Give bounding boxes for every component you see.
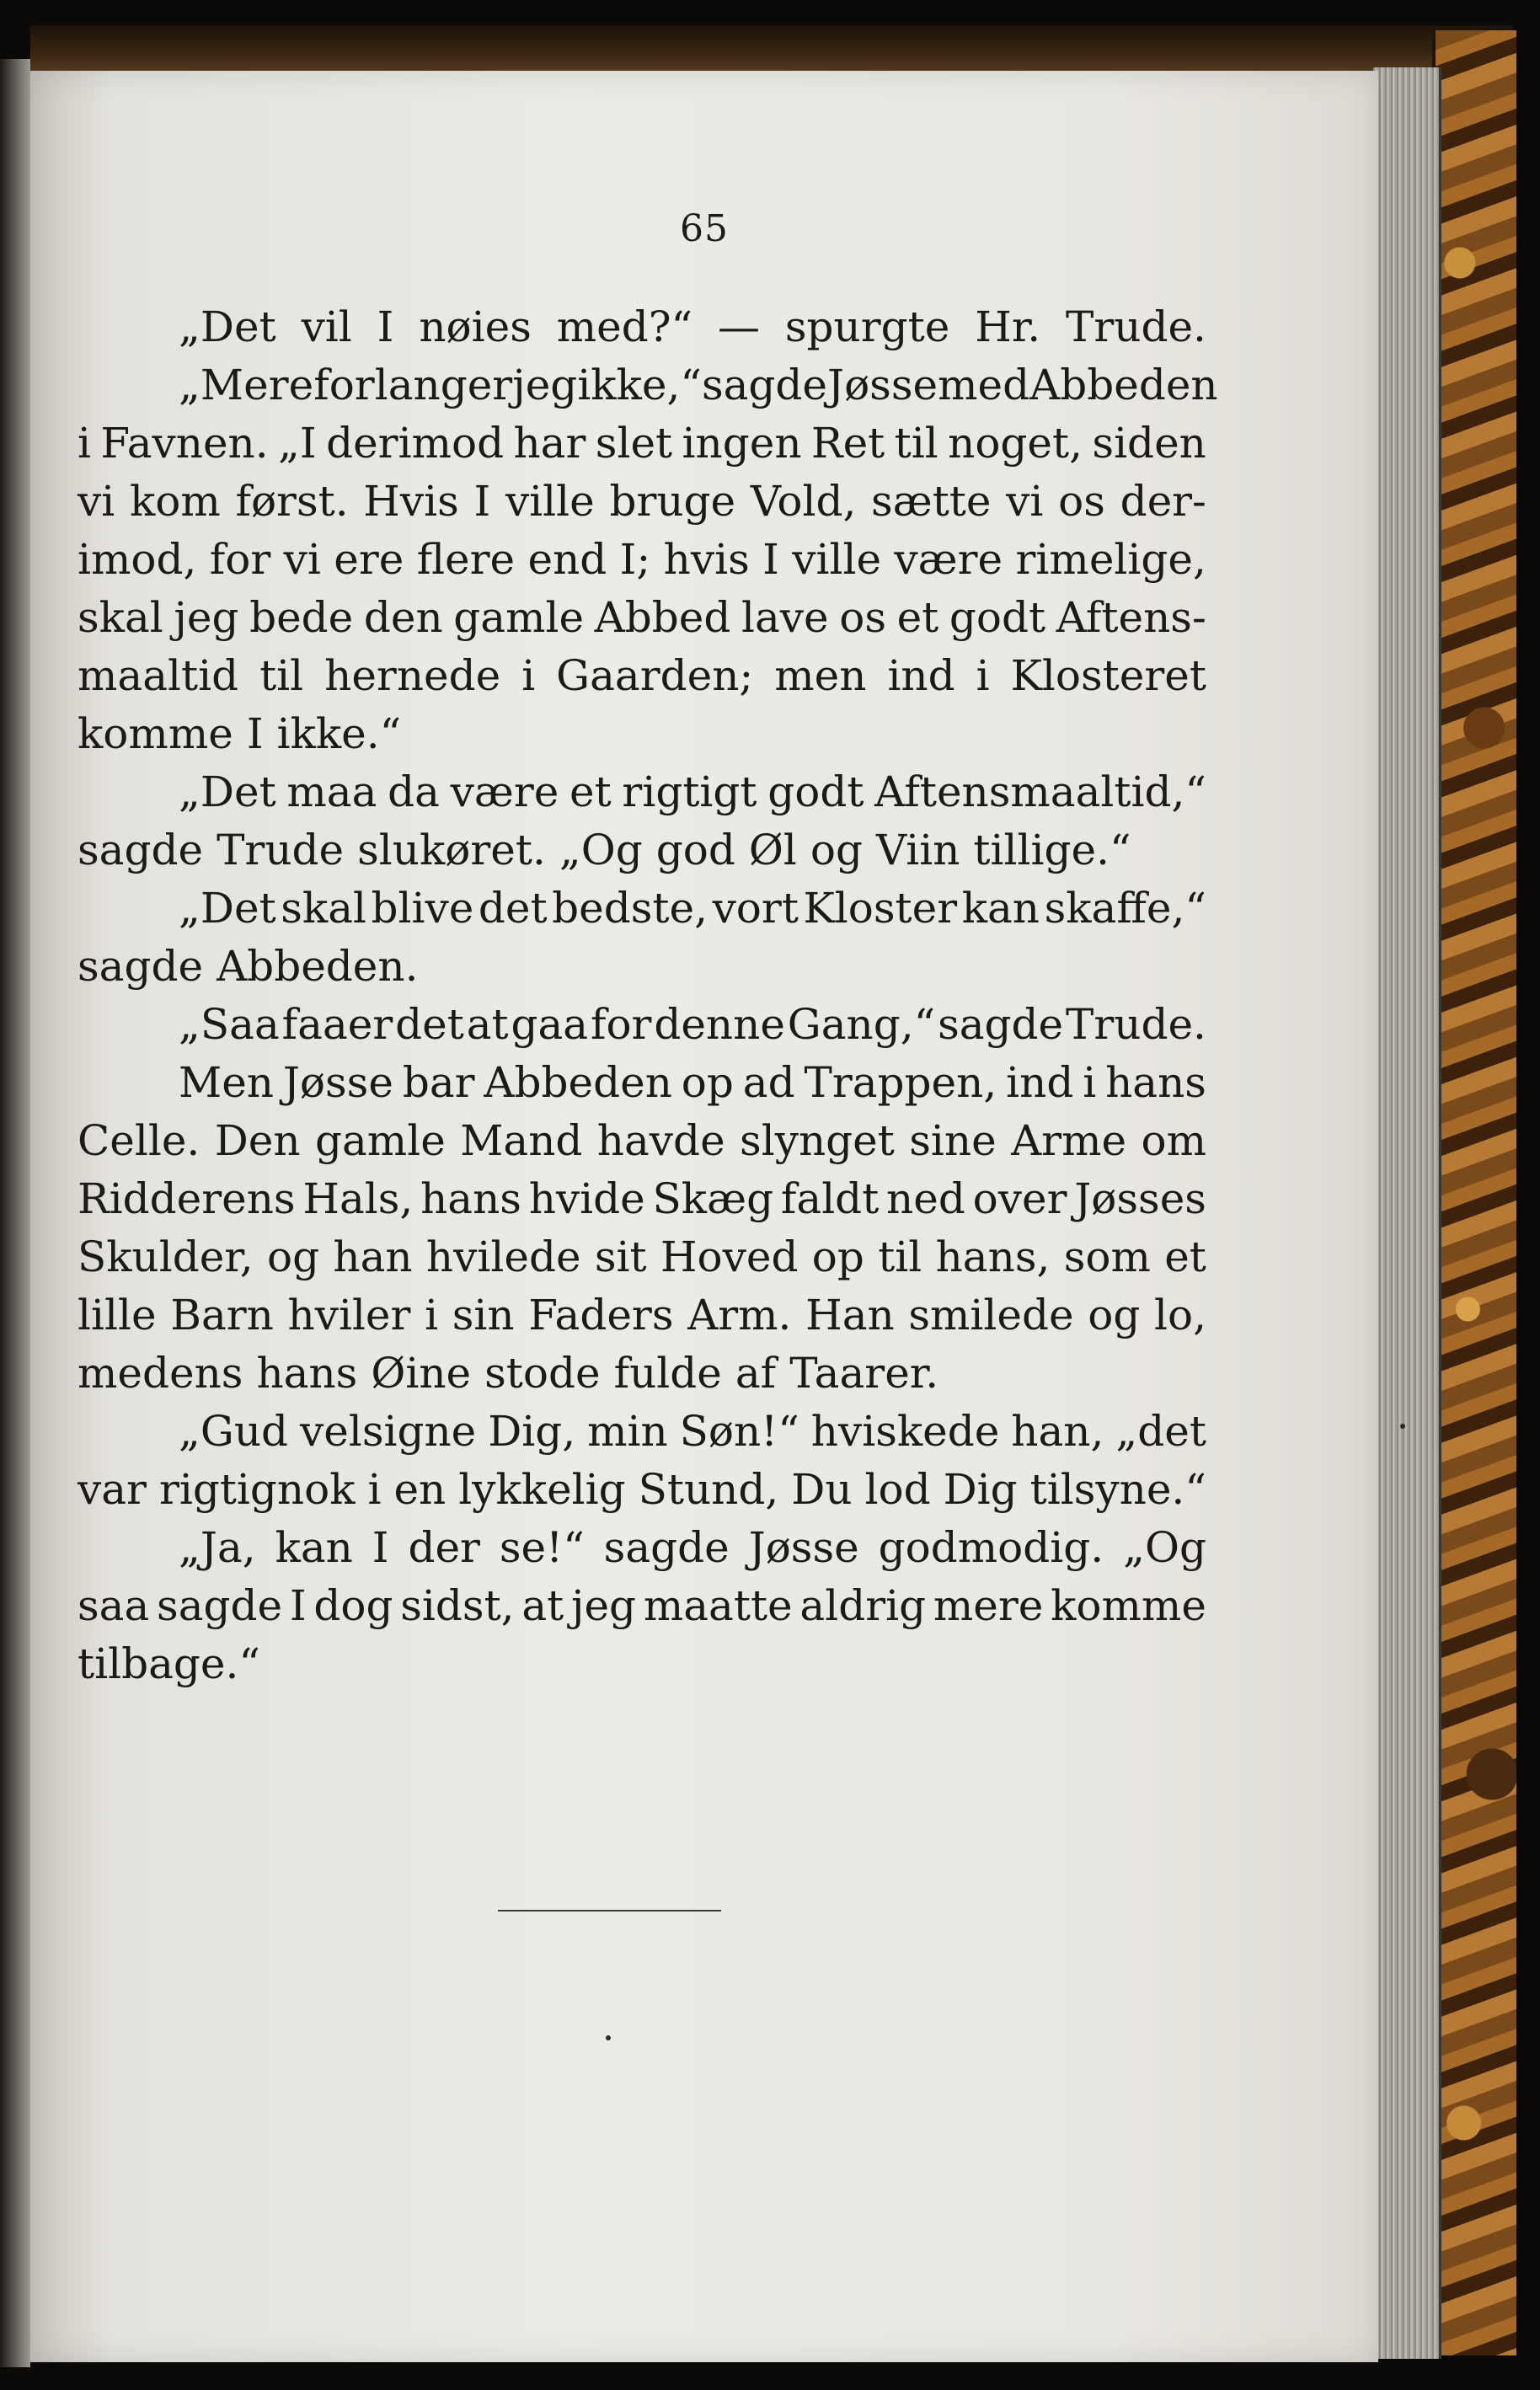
text-line: Celle. Den gamle Mand havde slynget sine Arme om [78,1116,1206,1165]
text-line: sagde Trude slukøret. „Og god Øl og Viin tillige.“ [78,826,1131,874]
ink-speck [606,2035,611,2040]
section-divider [498,1910,721,1911]
book-page [30,71,1378,2362]
book-spine-top [30,25,1513,74]
text-line: skal jeg bede den gamle Abbed lave os et godt Aftens- [78,593,1206,642]
text-line: sagde Abbeden. [78,942,419,991]
text-line: „Det skal blive det bedste, vort Kloster kan skaffe,“ [179,884,1206,933]
text-line: var rigtignok i en lykkelig Stund, Du lod Dig tilsyne.“ [78,1465,1206,1514]
text-line: lille Barn hviler i sin Faders Arm. Han smilede og lo, [78,1291,1206,1339]
text-line: „Mere forlanger jeg ikke,“ sagde Jøsse med Abbeden [179,361,1218,409]
page-number: 65 [680,207,729,250]
marbled-cover [1432,30,1516,2355]
text-line: „Ja, kan I der se!“ sagde Jøsse godmodig. „Og [179,1523,1206,1572]
text-line: Men Jøsse bar Abbeden op ad Trappen, ind i hans [179,1058,1206,1107]
text-line: komme I ikke.“ [78,709,402,758]
text-line: „Det vil I nøies med?“ — spurgte Hr. Trude. [179,302,1206,351]
text-line: maaltid til hernede i Gaarden; men ind i Klosteret [78,651,1206,700]
page-edges [1373,67,1441,2359]
body-text [78,298,1218,1693]
facing-page-edge [0,59,30,2367]
text-line: saa sagde I dog sidst, at jeg maatte aldrig mere komme [78,1581,1206,1630]
text-line: imod, for vi ere flere end I; hvis I ville være rimelige, [78,535,1206,584]
text-line: „Det maa da være et rigtigt godt Aftensmaaltid,“ [179,767,1206,816]
text-line: „Saa faaer det at gaa for denne Gang,“ sagde Trude. [179,1000,1206,1049]
ink-speck [1400,1424,1405,1429]
text-line: tilbage.“ [78,1639,260,1688]
text-line: vi kom først. Hvis I ville bruge Vold, sætte vi os der- [78,477,1206,526]
text-line: medens hans Øine stode fulde af Taarer. [78,1349,939,1398]
text-line: i Favnen. „I derimod har slet ingen Ret til noget, siden [78,419,1206,468]
text-line: Skulder, og han hvilede sit Hoved op til hans, som et [78,1232,1206,1281]
text-line: „Gud velsigne Dig, min Søn!“ hviskede han, „det [179,1407,1206,1456]
text-line: Ridderens Hals, hans hvide Skæg faldt ned over Jøsses [78,1174,1206,1223]
